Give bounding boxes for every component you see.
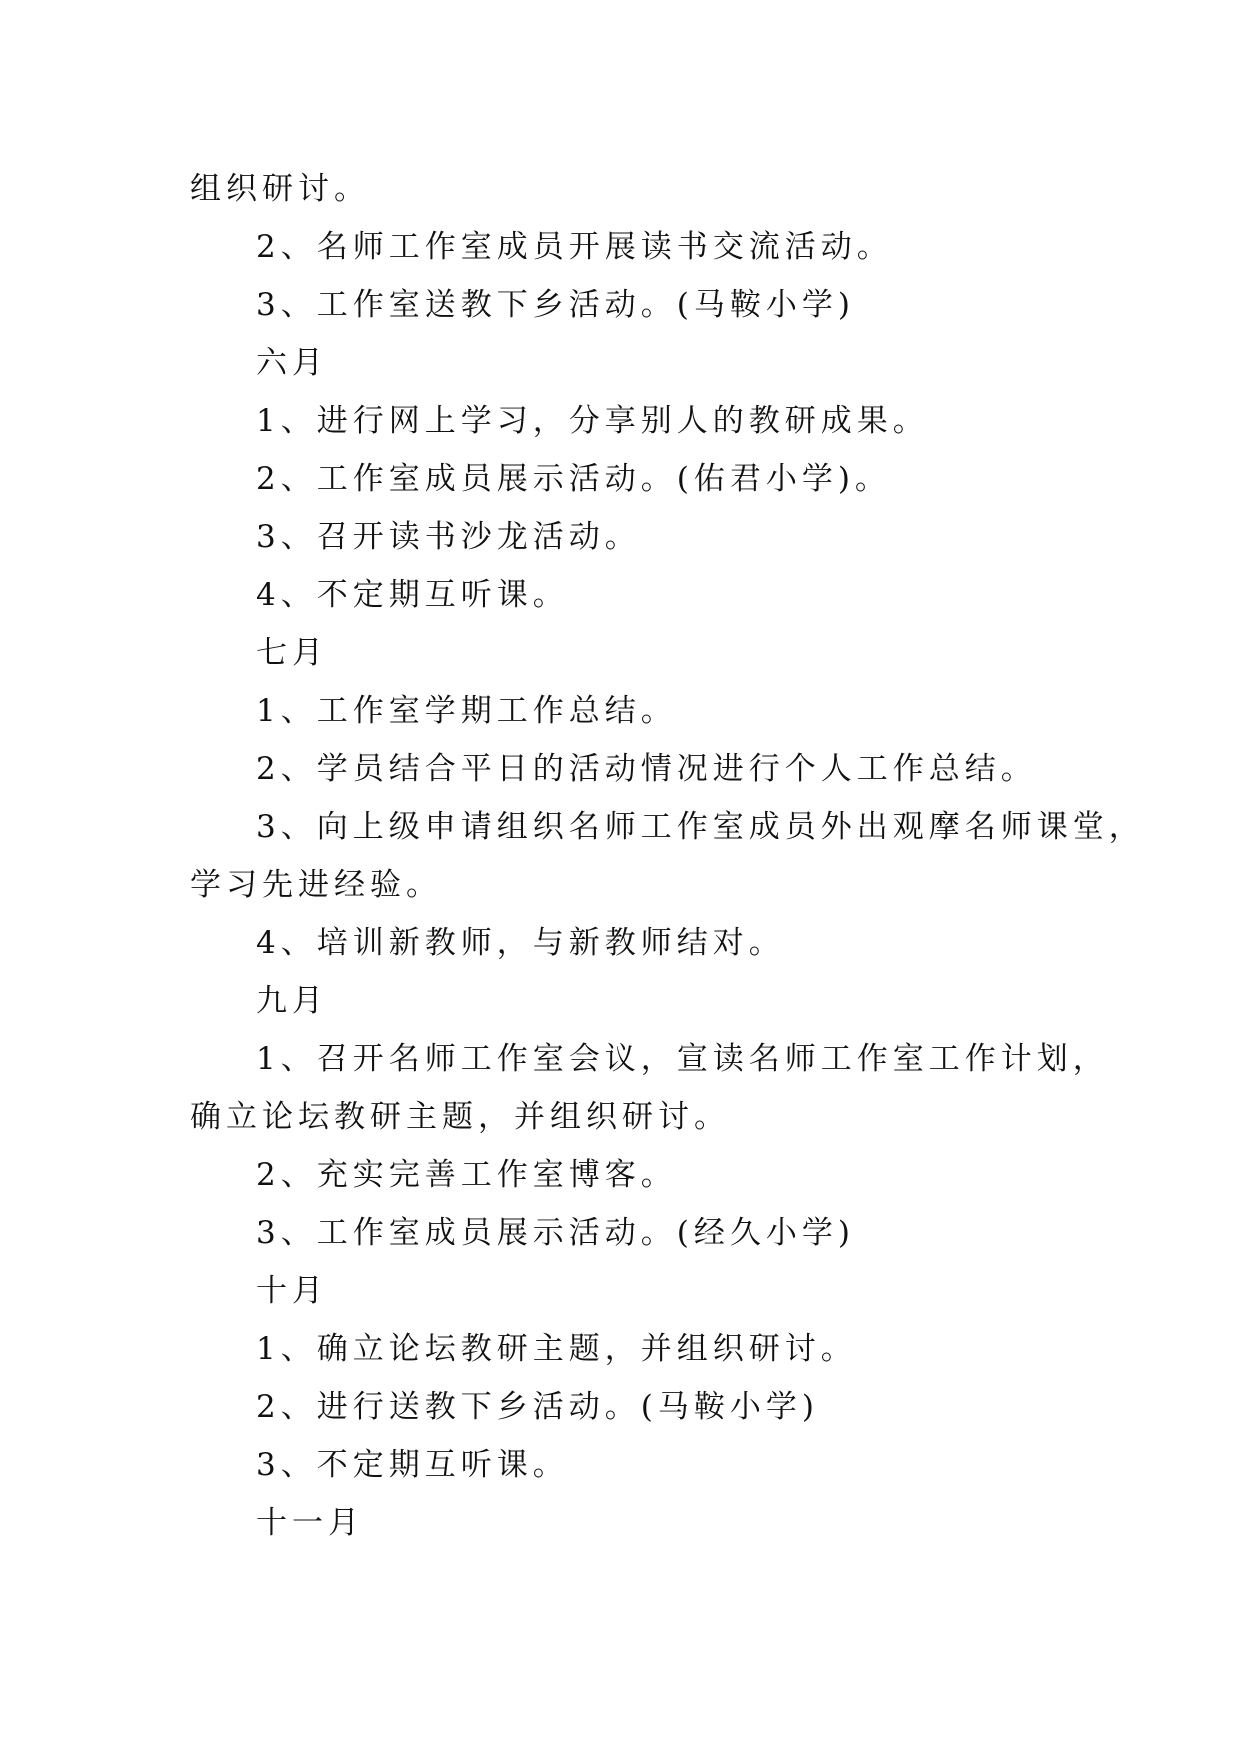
month-heading: 七月: [256, 635, 328, 671]
list-item: 1、召开名师工作室会议，宣读名师工作室工作计划，: [256, 1041, 1109, 1077]
list-item: 3、向上级申请组织名师工作室成员外出观摩名师课堂，: [256, 809, 1145, 845]
text-line: 确立论坛教研主题，并组织研讨。: [190, 1099, 730, 1135]
month-heading: 六月: [256, 345, 328, 381]
list-item: 4、培训新教师，与新教师结对。: [256, 925, 785, 961]
month-heading: 十一月: [256, 1505, 364, 1541]
list-item: 1、进行网上学习，分享别人的教研成果。: [256, 403, 929, 439]
list-item: 2、工作室成员展示活动。(佑君小学)。: [256, 461, 891, 497]
list-item: 2、进行送教下乡活动。(马鞍小学): [256, 1389, 819, 1425]
list-item: 1、确立论坛教研主题，并组织研讨。: [256, 1331, 857, 1367]
list-item: 3、不定期互听课。: [256, 1447, 569, 1483]
month-heading: 九月: [256, 983, 328, 1019]
month-heading: 十月: [256, 1273, 328, 1309]
text-line: 组织研讨。: [190, 171, 370, 207]
list-item: 1、工作室学期工作总结。: [256, 693, 677, 729]
text-line: 学习先进经验。: [190, 867, 442, 903]
document-page: [190, 160, 1145, 1552]
list-item: 3、工作室送教下乡活动。(马鞍小学): [256, 287, 855, 323]
list-item: 3、召开读书沙龙活动。: [256, 519, 641, 555]
list-item: 4、不定期互听课。: [256, 577, 569, 613]
list-item: 3、工作室成员展示活动。(经久小学): [256, 1215, 855, 1251]
list-item: 2、充实完善工作室博客。: [256, 1157, 677, 1193]
list-item: 2、学员结合平日的活动情况进行个人工作总结。: [256, 751, 1037, 787]
list-item: 2、名师工作室成员开展读书交流活动。: [256, 229, 893, 265]
